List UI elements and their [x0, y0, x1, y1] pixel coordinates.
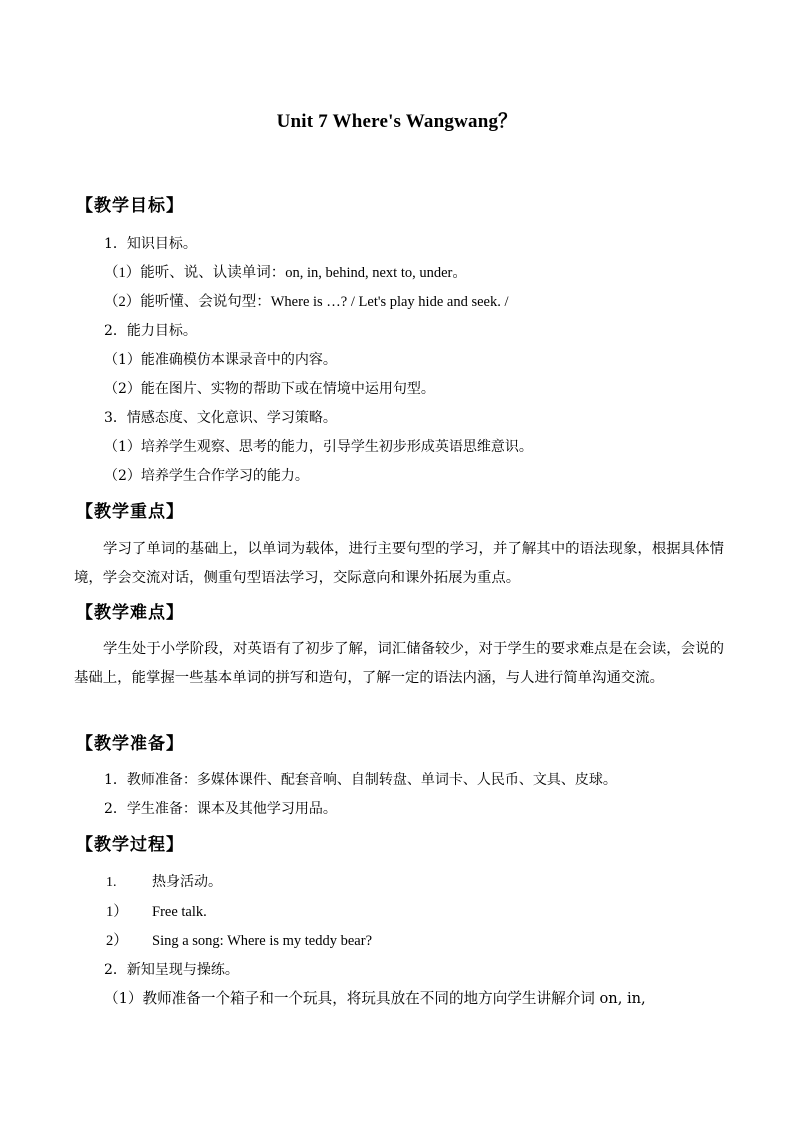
- objective-line: （1）培养学生观察、思考的能力，引导学生初步形成英语思维意识。: [104, 439, 533, 455]
- section-heading-objectives: 【教学目标】: [76, 196, 184, 216]
- section-heading-preparation: 【教学准备】: [76, 734, 184, 754]
- process-step-2-1: （1）教师准备一个箱子和一个玩具，将玩具放在不同的地方向学生讲解介词 on, in,: [104, 990, 646, 1007]
- step-number: 1.: [106, 875, 117, 890]
- difficulties-paragraph: 学生处于小学阶段，对英语有了初步了解，词汇储备较少，对于学生的要求难点是在会读，会说的基础上，能掌握一些基本单词的拼写和造句，了解一定的语法内涵，与人进行简单沟通交流。: [74, 641, 724, 686]
- section-heading-key-points: 【教学重点】: [76, 502, 184, 522]
- substep-text: Sing a song: Where is my teddy bear?: [152, 933, 372, 949]
- page-title: Unit 7 Where's Wangwang？: [276, 111, 518, 132]
- substep-number: 2）: [106, 933, 128, 949]
- process-step-1: [106, 873, 222, 892]
- objective-line: 2．能力目标。: [104, 323, 197, 339]
- objective-line: 1．知识目标。: [104, 236, 197, 252]
- objective-line: （2）能在图片、实物的帮助下或在情境中运用句型。: [104, 381, 435, 397]
- objective-line: （1）能准确模仿本课录音中的内容。: [104, 352, 337, 368]
- preparation-line: 2．学生准备：课本及其他学习用品。: [104, 801, 337, 817]
- preparation-line: 1．教师准备：多媒体课件、配套音响、自制转盘、单词卡、人民币、文具、皮球。: [104, 772, 617, 788]
- process-step-2: 2．新知呈现与操练。: [104, 962, 239, 978]
- substep-number: 1）: [106, 904, 128, 920]
- section-heading-process: 【教学过程】: [76, 835, 184, 855]
- objective-line: （2）培养学生合作学习的能力。: [104, 468, 309, 484]
- key-points-paragraph: 学习了单词的基础上，以单词为载体，进行主要句型的学习，并了解其中的语法现象，根据具体情境，学会交流对话，侧重句型语法学习，交际意向和课外拓展为重点。: [74, 541, 724, 586]
- process-substep-1: [106, 903, 207, 921]
- objective-line: （2）能听懂、会说句型：Where is …? / Let's play hide and seek. /: [104, 294, 509, 310]
- step-text: 热身活动。: [152, 874, 222, 890]
- objective-line: 3．情感态度、文化意识、学习策略。: [104, 410, 337, 426]
- process-substep-2: [106, 932, 372, 950]
- section-heading-difficulties: 【教学难点】: [76, 603, 184, 623]
- objective-line: （1）能听、说、认读单词：on, in, behind, next to, under。: [104, 265, 467, 281]
- substep-text: Free talk.: [152, 904, 207, 920]
